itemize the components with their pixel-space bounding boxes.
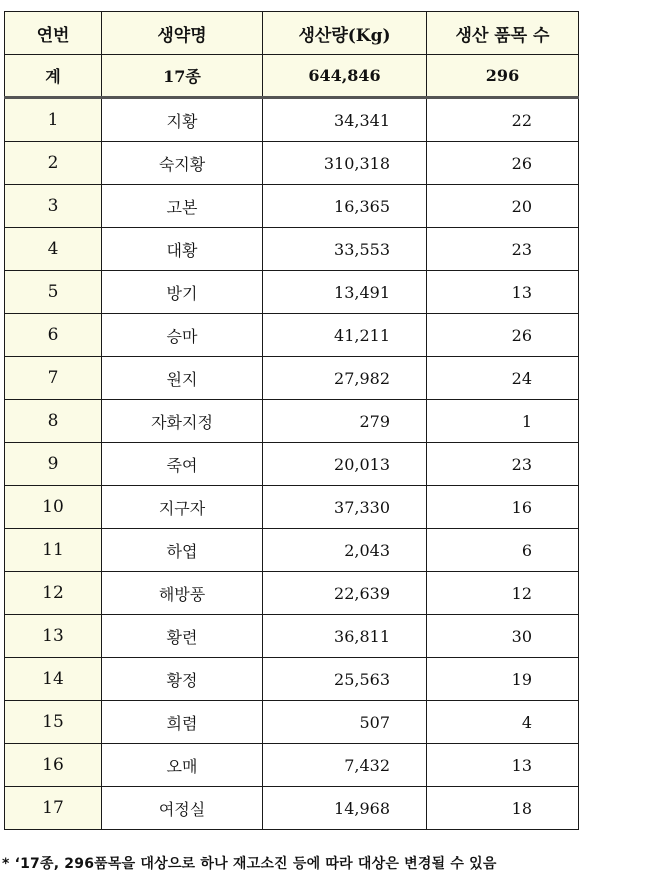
item-count-cell: 23 [427,443,579,486]
table-row [5,228,579,271]
footnote: * ‘17종, 296품목을 대상으로 하나 재고소진 등에 따라 대상은 변경될 수 있음 [2,856,497,872]
row-number-cell: 1 [5,98,102,142]
table-header [5,12,579,55]
header-no: 연번 [5,12,102,55]
row-number-cell: 17 [5,787,102,830]
quantity-cell: 33,553 [263,228,427,271]
header-row [5,12,579,55]
table-row [5,142,579,185]
row-number-cell: 8 [5,400,102,443]
quantity-cell: 13,491 [263,271,427,314]
item-count-cell: 26 [427,142,579,185]
quantity-cell: 37,330 [263,486,427,529]
row-number-cell: 11 [5,529,102,572]
header-name: 생약명 [102,12,263,55]
row-number-cell: 14 [5,658,102,701]
table-row [5,357,579,400]
table-row [5,787,579,830]
item-count-cell: 13 [427,271,579,314]
total-label: 계 [5,55,102,98]
table-row [5,271,579,314]
herb-name-cell: 하엽 [102,529,263,572]
herb-name-cell: 황정 [102,658,263,701]
quantity-cell: 34,341 [263,98,427,142]
herb-name-cell: 자화지정 [102,400,263,443]
row-number-cell: 3 [5,185,102,228]
row-number-cell: 12 [5,572,102,615]
table-row [5,314,579,357]
item-count-cell: 18 [427,787,579,830]
row-number-cell: 2 [5,142,102,185]
quantity-cell: 310,318 [263,142,427,185]
row-number-cell: 9 [5,443,102,486]
row-number-cell: 13 [5,615,102,658]
total-count: 296 [427,55,579,98]
table-total [5,55,579,98]
row-number-cell: 6 [5,314,102,357]
herb-name-cell: 오매 [102,744,263,787]
quantity-cell: 507 [263,701,427,744]
row-number-cell: 16 [5,744,102,787]
row-number-cell: 10 [5,486,102,529]
row-number-cell: 7 [5,357,102,400]
row-number-cell: 5 [5,271,102,314]
item-count-cell: 22 [427,98,579,142]
table-row [5,744,579,787]
item-count-cell: 13 [427,744,579,787]
quantity-cell: 20,013 [263,443,427,486]
total-kinds: 17종 [102,55,263,98]
table-row [5,529,579,572]
quantity-cell: 25,563 [263,658,427,701]
quantity-cell: 41,211 [263,314,427,357]
herb-name-cell: 방기 [102,271,263,314]
quantity-cell: 16,365 [263,185,427,228]
item-count-cell: 19 [427,658,579,701]
herb-name-cell: 여정실 [102,787,263,830]
item-count-cell: 26 [427,314,579,357]
item-count-cell: 20 [427,185,579,228]
quantity-cell: 14,968 [263,787,427,830]
row-number-cell: 15 [5,701,102,744]
herb-name-cell: 황련 [102,615,263,658]
table-row [5,400,579,443]
table-row [5,443,579,486]
herb-name-cell: 승마 [102,314,263,357]
table-row [5,572,579,615]
row-number-cell: 4 [5,228,102,271]
table-row [5,658,579,701]
quantity-cell: 27,982 [263,357,427,400]
item-count-cell: 16 [427,486,579,529]
total-row [5,55,579,98]
herb-name-cell: 지황 [102,98,263,142]
herb-name-cell: 죽여 [102,443,263,486]
item-count-cell: 30 [427,615,579,658]
table-row [5,185,579,228]
herb-name-cell: 해방풍 [102,572,263,615]
table-row [5,98,579,142]
production-table [4,11,579,830]
header-qty: 생산량(Kg) [263,12,427,55]
item-count-cell: 6 [427,529,579,572]
header-count: 생산 품목 수 [427,12,579,55]
item-count-cell: 12 [427,572,579,615]
quantity-cell: 2,043 [263,529,427,572]
total-qty: 644,846 [263,55,427,98]
quantity-cell: 7,432 [263,744,427,787]
herb-name-cell: 고본 [102,185,263,228]
item-count-cell: 23 [427,228,579,271]
quantity-cell: 279 [263,400,427,443]
table-body [5,98,579,830]
herb-name-cell: 지구자 [102,486,263,529]
item-count-cell: 1 [427,400,579,443]
production-table-wrapper [4,11,578,830]
table-row [5,701,579,744]
herb-name-cell: 원지 [102,357,263,400]
table-row [5,486,579,529]
herb-name-cell: 대황 [102,228,263,271]
herb-name-cell: 숙지황 [102,142,263,185]
quantity-cell: 22,639 [263,572,427,615]
quantity-cell: 36,811 [263,615,427,658]
herb-name-cell: 희렴 [102,701,263,744]
item-count-cell: 4 [427,701,579,744]
table-row [5,615,579,658]
item-count-cell: 24 [427,357,579,400]
